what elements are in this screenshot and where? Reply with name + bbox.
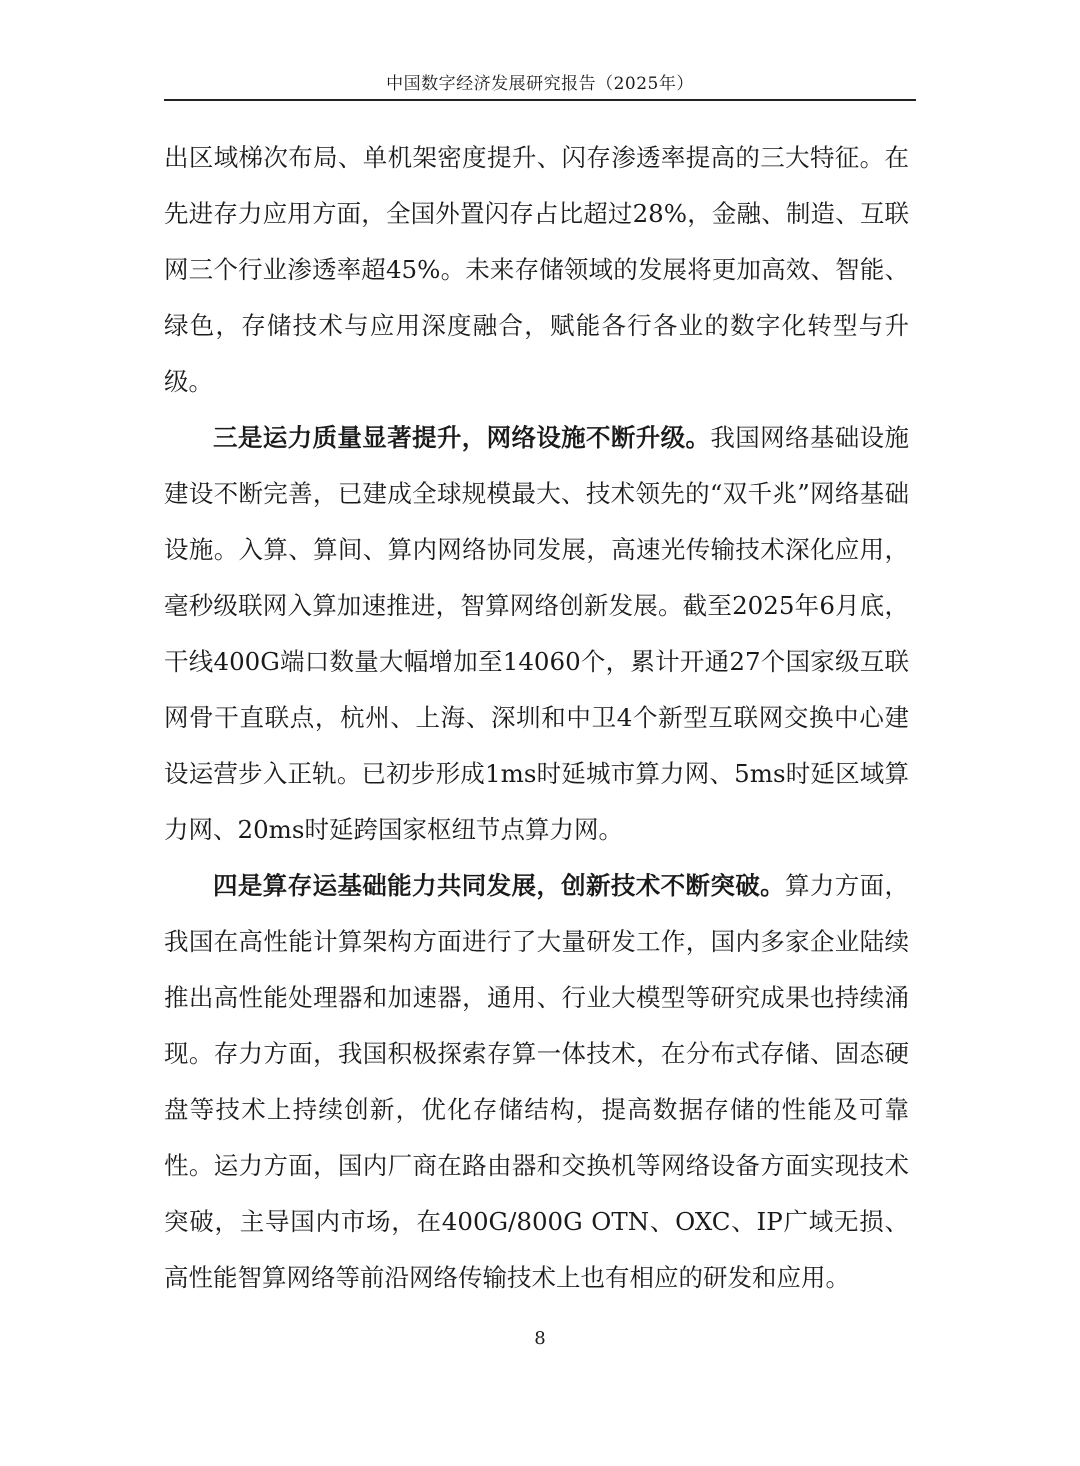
body-text: [164, 130, 909, 1306]
running-header: 中国数字经济发展研究报告（2025年）: [386, 74, 694, 94]
page-number: 8: [534, 1328, 546, 1349]
paragraph-innovation: [164, 858, 909, 1306]
paragraph-body: 出区域梯次布局、单机架密度提升、闪存渗透率提高的三大特征。在先进存力应用方面，全国外置闪存占比超过28%，金融、制造、互联网三个行业渗透率超45%。未来存储领域的发展将更加高效、智能、绿色，存储技术与应用深度融合，赋能各行各业的数字化转型与升级。: [164, 143, 909, 396]
paragraph-lead: 四是算存运基础能力共同发展，创新技术不断突破。: [213, 871, 786, 900]
paragraph-body: 算力方面，我国在高性能计算架构方面进行了大量研发工作，国内多家企业陆续推出高性能处理器和加速器，通用、行业大模型等研究成果也持续涌现。存力方面，我国积极探索存算一体技术，在分布式存储、固态硬盘等技术上持续创新，优化存储结构，提高数据存储的性能及可靠性。运力方面，国内厂商在路由器和交换机等网络设备方面实现技术突破，主导国内市场，在400G/800G OTN、OXC、IP广域无损、高性能智算网络等前沿网络传输技术上也有相应的研发和应用。: [164, 871, 910, 1292]
paragraph-continuation: [164, 130, 909, 410]
header-rule: [164, 99, 916, 101]
paragraph-body: 我国网络基础设施建设不断完善，已建成全球规模最大、技术领先的“双千兆”网络基础设施。入算、算间、算内网络协同发展，高速光传输技术深化应用，毫秒级联网入算加速推进，智算网络创新发展。截至2025年6月底，干线400G端口数量大幅增加至14060个，累计开通27个国家级互联网骨干直联点，杭州、上海、深圳和中卫4个新型互联网交换中心建设运营步入正轨。已初步形成1ms时延城市算力网、5ms时延区域算力网、20ms时延跨国家枢纽节点算力网。: [164, 423, 909, 844]
paragraph-network: [164, 410, 909, 858]
paragraph-lead: 三是运力质量显著提升，网络设施不断升级。: [213, 423, 711, 452]
